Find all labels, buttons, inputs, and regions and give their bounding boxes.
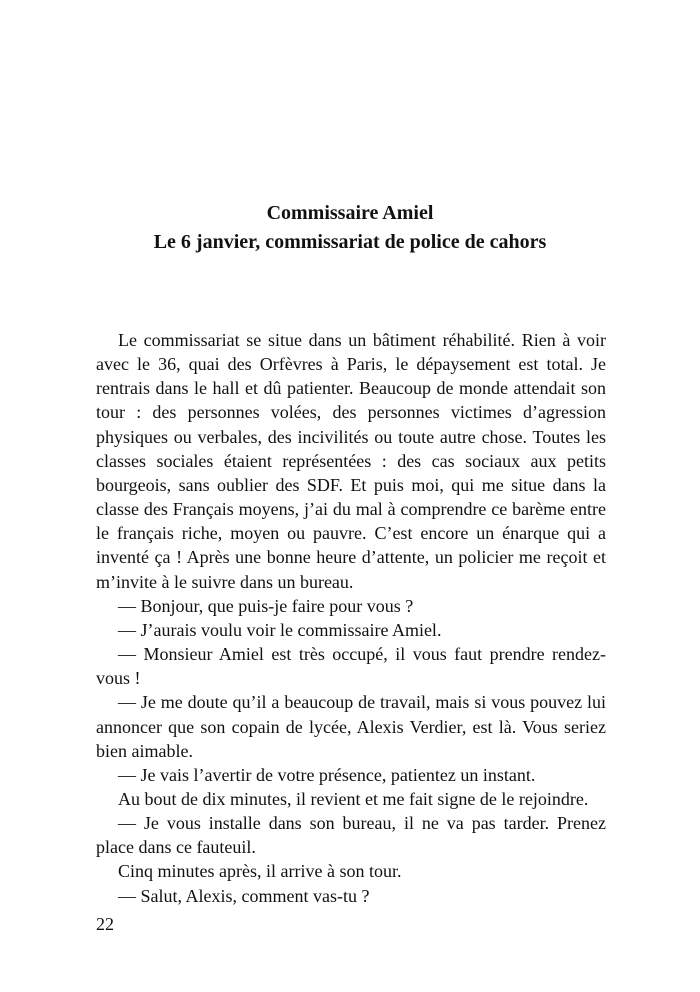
dialogue-line: — Je vais l’avertir de votre présence, patientez un instant. [118,764,536,785]
body-text [96,328,606,908]
dialogue-line: — Je me doute qu’il a beaucoup de travail, mais si vous pouvez lui annoncer que son copain de lycée, Alexis Verdier, est là. Vous seriez bien aimable. [96,692,606,761]
dialogue-line: — Bonjour, que puis-je faire pour vous ? [118,595,414,616]
dialogue-line: — Je vous installe dans son bureau, il ne va pas tarder. Prenez place dans ce fauteuil. [96,813,606,858]
dialogue-line: — Salut, Alexis, comment vas-tu ? [118,885,370,906]
dialogue-line: — Monsieur Amiel est très occupé, il vous faut prendre rendez-vous ! [96,644,606,689]
chapter-subtitle: Le 6 janvier, commissariat de police de cahors [153,231,547,253]
page-number: 22 [96,914,114,934]
paragraph: Le commissariat se situe dans un bâtiment réhabilité. Rien à voir avec le 36, quai des Orfèvres à Paris, le dépaysement est total. Je rentrais dans le hall et dû patienter. Beaucoup de monde attendait son tour : des personnes volées, des personnes victimes d’agression physiques ou verbales, des incivilités ou toute autre chose. Toutes les classes sociales étaient représentées : des cas sociaux aux petits bourgeois, sans oublier des SDF. Et puis moi, qui me situe dans la classe des Français moyens, j’ai du mal à comprendre ce barème entre le français riche, moyen ou pauvre. C’est encore un énarque qui a inventé ça ! Après une bonne heure d’attente, un policier me reçoit et m’invite à le suivre dans un bureau. [96,330,606,592]
paragraph: Cinq minutes après, il arrive à son tour. [118,861,402,882]
dialogue-line: — J’aurais voulu voir le commissaire Amiel. [118,619,442,640]
chapter-heading [0,199,700,257]
chapter-title: Commissaire Amiel [266,202,434,224]
paragraph: Au bout de dix minutes, il revient et me fait signe de le rejoindre. [118,788,589,809]
